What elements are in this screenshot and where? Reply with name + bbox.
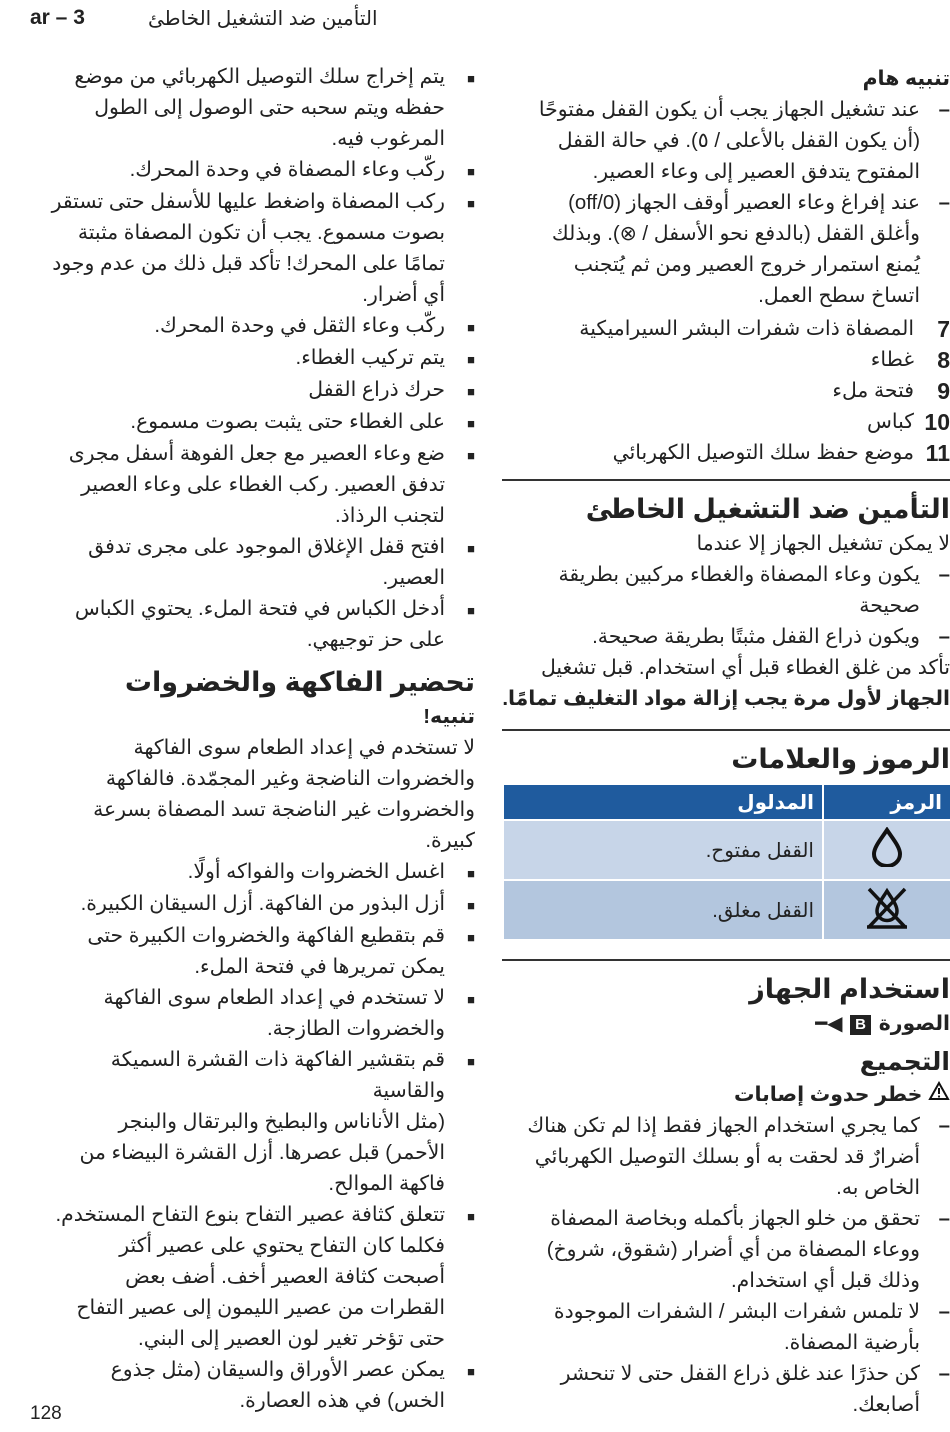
page-header — [30, 4, 930, 34]
meaning-closed: القفل مغلق. — [503, 880, 823, 939]
text-line: حتى تؤخر تغير لون العصير إلى البني. — [138, 1328, 445, 1350]
text-line: ويكون ذراع القفل مثبتًا بطريقة صحيحة. — [592, 626, 920, 648]
text-line: أصبحت كثافة العصير أخف. أضف بعض — [125, 1266, 445, 1288]
bullet-square-icon: ■ — [467, 448, 475, 463]
text-line: كبيرة. — [425, 830, 475, 852]
page-number: 128 — [30, 1403, 62, 1424]
text-line: بصوت مسموع. يجب أن تكون المصفاة مثبتة — [77, 222, 445, 244]
text-line: القطرات من عصير الليمون إلى عصير التفاح — [76, 1297, 445, 1319]
prep-title: تحضير الفاكهة والخضروات — [124, 667, 475, 697]
text-line: الخاص به. — [836, 1177, 920, 1200]
section-divider — [502, 479, 950, 481]
part-label: المصفاة ذات شفرات البشر السيراميكية — [579, 318, 914, 340]
text-line: يتم تركيب الغطاء. — [295, 347, 445, 369]
text-line: تدفق العصير. ركب الغطاء على وعاء العصير — [81, 474, 445, 496]
dash-marker: – — [938, 192, 950, 214]
text-line: كما يجري استخدام الجهاز فقط إذا لم تكن هناك — [527, 1115, 920, 1138]
danger-label: خطر حدوث إصابات — [733, 1084, 923, 1107]
list-item — [502, 95, 950, 188]
text-line: ووعاء المصفاة من أي أضرار (شقوق، شروخ) — [546, 1239, 920, 1262]
text-line: تحقق من خلو الجهاز بأكمله وبخاصة المصفاة — [550, 1208, 920, 1231]
left-column — [40, 62, 475, 1417]
text-line: فاكهة الموالح. — [328, 1173, 445, 1195]
parts-list-item — [502, 407, 950, 438]
text-line: يتم إخراج سلك التوصيل الكهربائي من موضع — [74, 66, 445, 88]
safety-note-2: الجهاز لأول مرة يجب إزالة مواد التغليف تمامًا. — [502, 688, 950, 710]
figure-reference — [502, 1009, 950, 1040]
caution-text — [40, 733, 475, 857]
list-item — [40, 155, 475, 187]
list-item — [40, 532, 475, 594]
assembly-steps — [40, 62, 475, 656]
list-item — [40, 857, 475, 889]
text-line: افتح قفل الإغلاق الموجود على مجرى تدفق — [88, 536, 445, 558]
list-item — [40, 921, 475, 983]
list-item — [502, 1359, 950, 1421]
text-line: لا تستخدم في إعداد الطعام سوى الفاكهة — [103, 987, 445, 1009]
part-label: كباس — [867, 411, 914, 433]
list-item — [40, 983, 475, 1045]
list-item — [502, 1111, 950, 1204]
text-line: والخضروات الطازجة. — [266, 1018, 445, 1040]
text-line: ركّب وعاء المصفاة في وحدة المحرك. — [129, 159, 445, 181]
text-line: أزل البذور من الفاكهة. أزل السيقان الكبيرة. — [80, 893, 445, 915]
text-line: أدخل الكباس في فتحة الملء. يحتوي الكباس — [74, 598, 445, 620]
list-item — [40, 1045, 475, 1200]
text-line: تتعلق كثافة عصير التفاح بنوع التفاح المستخدم. — [55, 1204, 445, 1226]
bullet-square-icon: ■ — [467, 320, 475, 335]
text-line: ضع وعاء العصير مع جعل الفوهة أسفل مجرى — [68, 443, 445, 465]
text-line: (أن يكون القفل بالأعلى / ٥). في حالة القفل — [557, 130, 920, 152]
text-line: ركب المصفاة واضغط عليها للأسفل حتى تستقر — [51, 191, 445, 213]
text-line: عند تشغيل الجهاز يجب أن يكون القفل مفتوحًا — [538, 99, 920, 121]
symbols-title: الرموز والعلامات — [731, 744, 950, 774]
text-line: لا تستخدم في إعداد الطعام سوى الفاكهة — [133, 737, 475, 759]
part-number: 8 — [937, 347, 950, 373]
text-line: تمامًا على المحرك! تأكد قبل ذلك من عدم وجود — [52, 253, 445, 275]
text-line: حرك ذراع القفل — [308, 379, 445, 401]
part-number: 11 — [925, 440, 950, 466]
meaning-open: القفل مفتوح. — [503, 820, 823, 880]
parts-list-item — [502, 376, 950, 407]
notice-heading: تنبيه هام — [862, 68, 950, 90]
part-number: 7 — [937, 316, 950, 342]
part-label: فتحة ملء — [832, 380, 914, 402]
warning-triangle-icon — [928, 1080, 950, 1111]
text-line: بأرضية المصفاة. — [783, 1332, 920, 1355]
bullet-square-icon: ■ — [467, 603, 475, 618]
prep-steps — [40, 857, 475, 1417]
bullet-square-icon: ■ — [467, 71, 475, 86]
bullet-square-icon: ■ — [467, 1364, 475, 1379]
text-line: أي أضرار. — [362, 284, 445, 306]
text-line: يمكن عصر الأوراق والسيقان (مثل جذوع — [110, 1359, 445, 1381]
text-line: يمكن تمريرها في فتحة الملء. — [194, 956, 445, 978]
part-label: غطاء — [870, 349, 914, 371]
text-line: والخضروات الناضجة وغير المجمّدة. فالفاكهة — [105, 768, 475, 790]
page-code: ar – 3 — [30, 6, 85, 29]
text-line: والخضروات غير الناضجة تسد المصفاة بسرعة — [93, 799, 475, 821]
lock-closed-drop-icon — [823, 880, 950, 939]
list-item — [502, 1297, 950, 1359]
safety-note-1: تأكد من غلق الغطاء قبل أي استخدام. قبل تشغيل — [540, 657, 950, 679]
dash-marker: – — [938, 1115, 950, 1138]
lock-open-drop-icon — [823, 820, 950, 880]
list-item — [40, 187, 475, 311]
safety-list — [502, 560, 950, 653]
bullet-square-icon: ■ — [467, 196, 475, 211]
safety-intro: لا يمكن تشغيل الجهاز إلا عندما — [696, 533, 950, 555]
list-item — [40, 375, 475, 407]
danger-list — [502, 1111, 950, 1421]
text-line: وذلك قبل أي استخدام. — [730, 1270, 920, 1293]
text-line: يُمنع استمرار خروج العصير ومن ثم يُتجنب — [573, 254, 920, 276]
caution-label: تنبيه! — [423, 706, 475, 728]
figure-letter-box: B — [850, 1015, 871, 1035]
table-row — [503, 880, 950, 939]
text-line: لا تلمس شفرات البشر / الشفرات الموجودة — [553, 1301, 920, 1324]
bullet-square-icon: ■ — [467, 541, 475, 556]
text-line: حفظه ويتم سحبه حتى الوصول إلى الطول — [94, 97, 445, 119]
text-line: قم بتقشير الفاكهة ذات القشرة السميكة والقاسية — [110, 1049, 445, 1102]
parts-list-item — [502, 345, 950, 376]
right-column — [502, 62, 950, 1421]
list-item — [40, 311, 475, 343]
safety-title: التأمين ضد التشغيل الخاطئ — [585, 494, 950, 524]
danger-label-row — [502, 1080, 950, 1111]
header-title: التأمين ضد التشغيل الخاطئ — [148, 8, 378, 30]
bullet-square-icon: ■ — [467, 1054, 475, 1069]
text-line: الخس) في هذه العصارة. — [239, 1390, 445, 1412]
dash-marker: – — [938, 626, 950, 648]
text-line: وأغلق القفل (بالدفع نحو الأسفل / ⊗). وبذلك — [551, 223, 920, 245]
list-item — [40, 343, 475, 375]
list-item — [40, 594, 475, 656]
text-line: على الغطاء حتى يثبت بصوت مسموع. — [130, 411, 445, 433]
list-item — [40, 407, 475, 439]
text-line: المرغوب فيه. — [331, 128, 445, 150]
bullet-square-icon: ■ — [467, 1209, 475, 1224]
part-label: موضع حفظ سلك التوصيل الكهربائي — [612, 442, 914, 464]
text-line: ركّب وعاء الثقل في وحدة المحرك. — [154, 315, 445, 337]
dash-marker: – — [938, 1363, 950, 1386]
dash-marker: – — [938, 1208, 950, 1231]
parts-list — [502, 314, 950, 469]
list-item — [40, 1355, 475, 1417]
col-meaning-header: المدلول — [503, 785, 823, 820]
text-line: الأحمر) قبل عصرها. أزل القشرة البيضاء من — [79, 1142, 445, 1164]
use-title: استخدام الجهاز — [749, 974, 950, 1004]
part-number: 10 — [924, 409, 950, 435]
bullet-square-icon: ■ — [467, 992, 475, 1007]
parts-list-item — [502, 314, 950, 345]
section-divider — [502, 729, 950, 731]
list-item — [502, 560, 950, 622]
text-line: صحيحة — [859, 595, 920, 617]
text-line: كن حذرًا عند غلق ذراع القفل حتى لا تنحشر — [560, 1363, 920, 1386]
assembly-title: التجميع — [859, 1048, 950, 1077]
arrow-left-icon: ◀━ — [815, 1013, 843, 1036]
bullet-square-icon: ■ — [467, 352, 475, 367]
bullet-square-icon: ■ — [467, 930, 475, 945]
list-item — [502, 1204, 950, 1297]
bullet-square-icon: ■ — [467, 164, 475, 179]
dash-marker: – — [938, 1301, 950, 1324]
table-row — [503, 820, 950, 880]
dash-marker: – — [938, 564, 950, 586]
list-item — [40, 62, 475, 155]
list-item — [40, 439, 475, 532]
text-line: عند إفراغ وعاء العصير أوقف الجهاز (0/off) — [568, 192, 920, 214]
text-line: أصابعك. — [852, 1394, 920, 1417]
text-line: فكلما كان التفاح يحتوي على عصير أكثر — [119, 1235, 445, 1257]
bullet-square-icon: ■ — [467, 416, 475, 431]
figure-ref-label: الصورة — [878, 1013, 950, 1035]
bullet-square-icon: ■ — [467, 866, 475, 881]
list-item — [502, 622, 950, 653]
col-symbol-header: الرمز — [823, 785, 950, 820]
text-line: على حز توجيهي. — [306, 629, 445, 651]
text-line: المفتوح يتدفق العصير إلى وعاء العصير. — [592, 161, 920, 183]
list-item — [40, 1200, 475, 1355]
notice-list — [502, 95, 950, 312]
bullet-square-icon: ■ — [467, 384, 475, 399]
symbols-table-header — [503, 785, 950, 820]
text-line: أضرارٌ قد لحقت به أو بسلك التوصيل الكهربائي — [534, 1146, 920, 1169]
text-line: لتجنب الرذاذ. — [335, 505, 445, 527]
text-line: العصير. — [382, 567, 445, 589]
section-divider — [502, 959, 950, 961]
dash-marker: – — [938, 99, 950, 121]
part-number: 9 — [937, 378, 950, 404]
text-line: اغسل الخضروات والفواكه أولًا. — [187, 861, 445, 883]
text-line: اتساخ سطح العمل. — [758, 285, 920, 307]
text-line: قم بتقطيع الفاكهة والخضروات الكبيرة حتى — [87, 925, 445, 947]
parts-list-item — [502, 438, 950, 469]
list-item — [502, 188, 950, 312]
list-item — [40, 889, 475, 921]
symbols-table — [502, 785, 950, 939]
text-line: يكون وعاء المصفاة والغطاء مركبين بطريقة — [558, 564, 920, 586]
text-line: (مثل الأناناس والبطيخ والبرتقال والبنجر — [118, 1111, 445, 1133]
bullet-square-icon: ■ — [467, 898, 475, 913]
